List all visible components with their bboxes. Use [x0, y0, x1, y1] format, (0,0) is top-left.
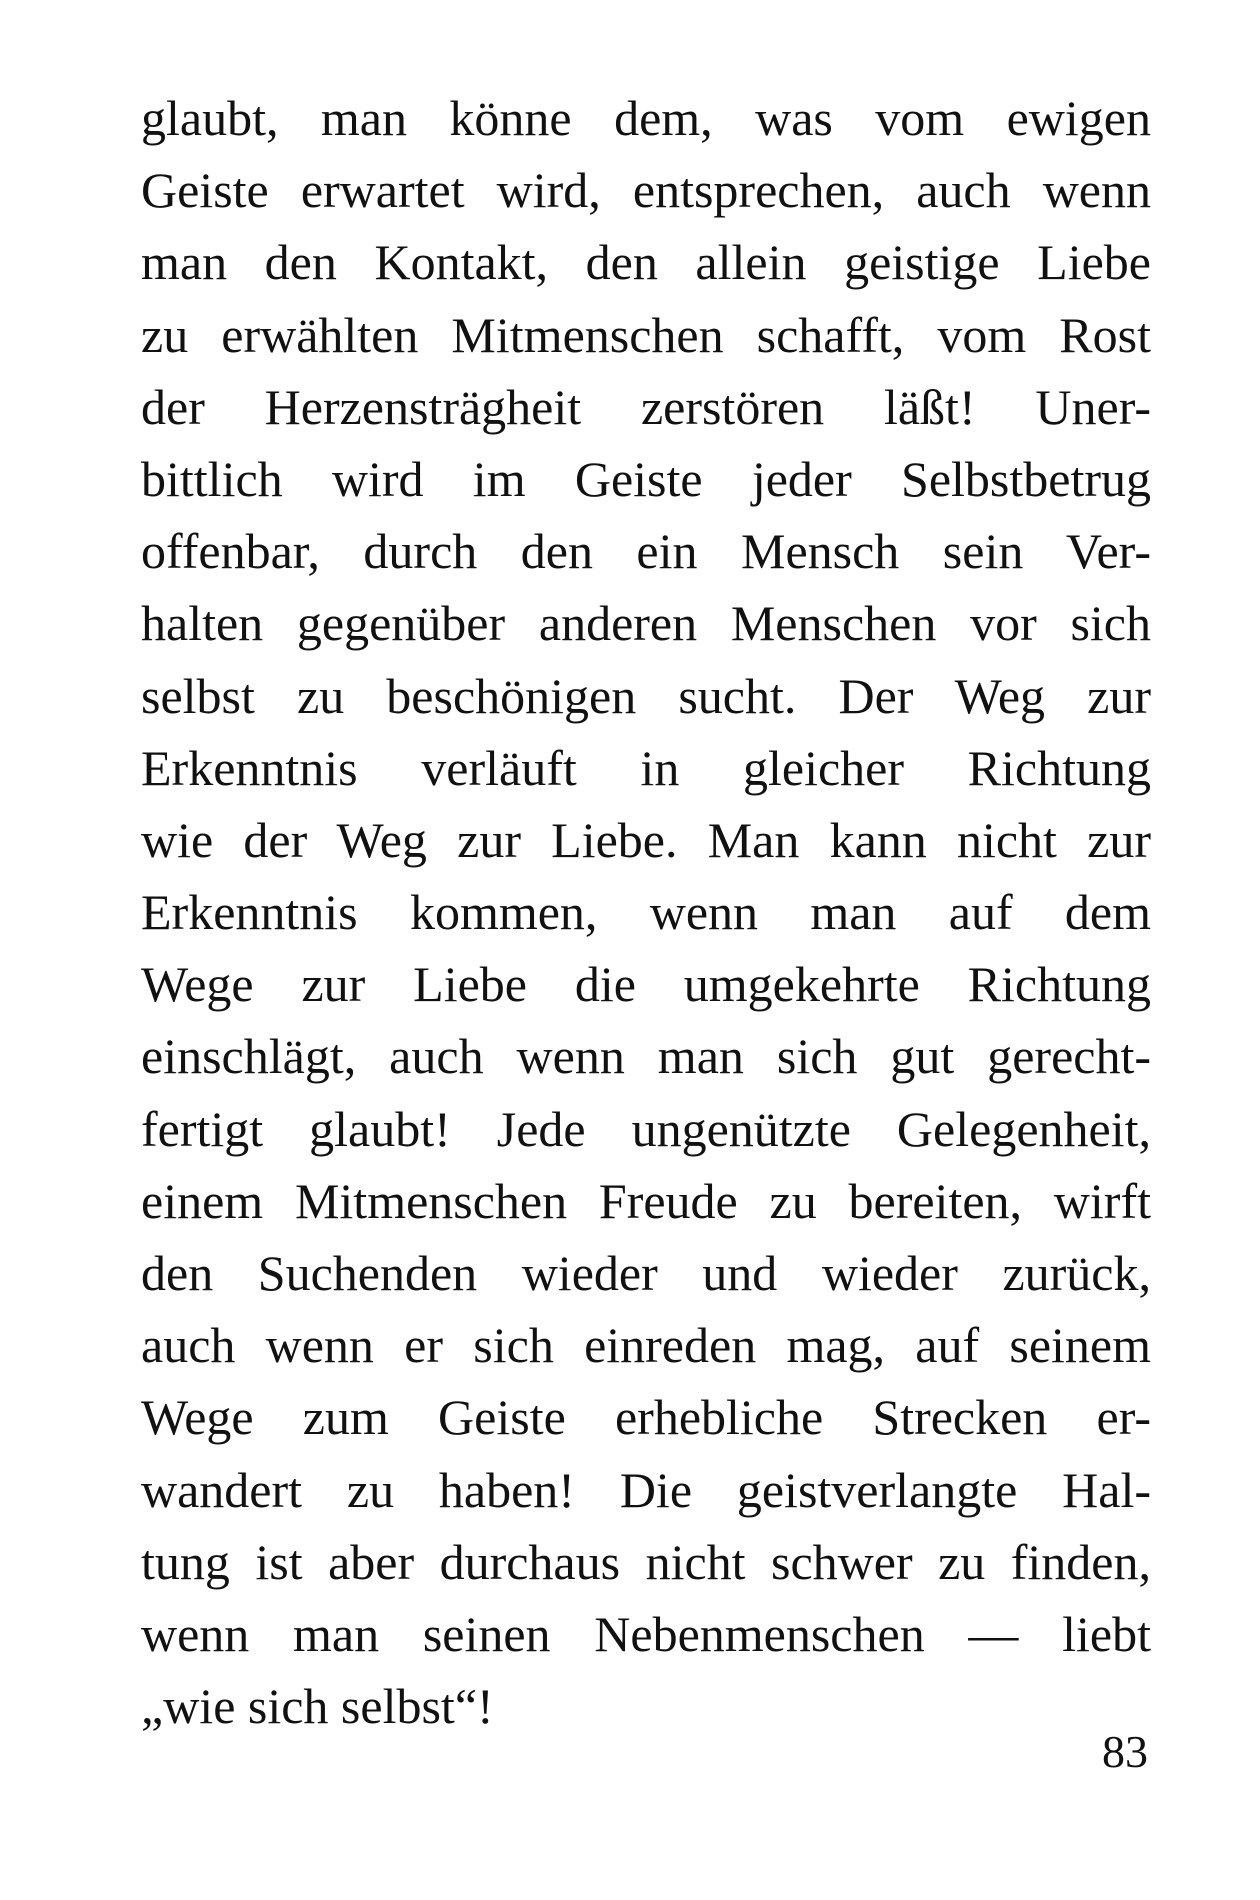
text-line: Erkenntnis verläuft in gleicher Richtung — [141, 739, 1151, 796]
text-line: wenn man seinen Nebenmenschen — liebt — [141, 1605, 1151, 1662]
text-line: man den Kontakt, den allein geistige Liebe — [141, 234, 1151, 291]
text-line: bittlich wird im Geiste jeder Selbstbetrug — [141, 450, 1151, 507]
text-line: offenbar, durch den ein Mensch sein Ver- — [141, 523, 1151, 580]
text-line: tung ist aber durchaus nicht schwer zu finden, — [141, 1533, 1151, 1590]
text-line: der Herzensträgheit zerstören läßt! Uner- — [141, 378, 1151, 435]
text-line: einschlägt, auch wenn man sich gut gerecht- — [141, 1028, 1151, 1085]
text-line: auch wenn er sich einreden mag, auf seinem — [141, 1317, 1151, 1374]
text-line: den Suchenden wieder und wieder zurück, — [141, 1245, 1151, 1301]
text-line: Erkenntnis kommen, wenn man auf dem — [141, 884, 1151, 941]
text-line: selbst zu beschönigen sucht. Der Weg zur — [141, 667, 1151, 724]
text-line: wie der Weg zur Liebe. Man kann nicht zur — [141, 811, 1151, 868]
text-line: glaubt, man könne dem, was vom ewigen — [141, 90, 1151, 146]
text-line: wandert zu haben! Die geistverlangte Hal- — [141, 1461, 1151, 1518]
text-line: halten gegenüber anderen Menschen vor sich — [141, 595, 1151, 652]
text-line: Wege zur Liebe die umgekehrte Richtung — [141, 956, 1151, 1013]
text-line: fertigt glaubt! Jede ungenützte Gelegenheit, — [141, 1100, 1151, 1157]
text-line: Geiste erwartet wird, entsprechen, auch wenn — [141, 162, 1151, 219]
text-line: zu erwählten Mitmenschen schafft, vom Rost — [141, 306, 1151, 363]
text-line: einem Mitmenschen Freude zu bereiten, wirft — [141, 1172, 1151, 1229]
text-line: Wege zum Geiste erhebliche Strecken er- — [141, 1389, 1151, 1446]
text-line: „wie sich selbst“! — [141, 1678, 494, 1735]
body-text — [141, 82, 1151, 1742]
page-number: 83 — [1102, 1726, 1148, 1777]
